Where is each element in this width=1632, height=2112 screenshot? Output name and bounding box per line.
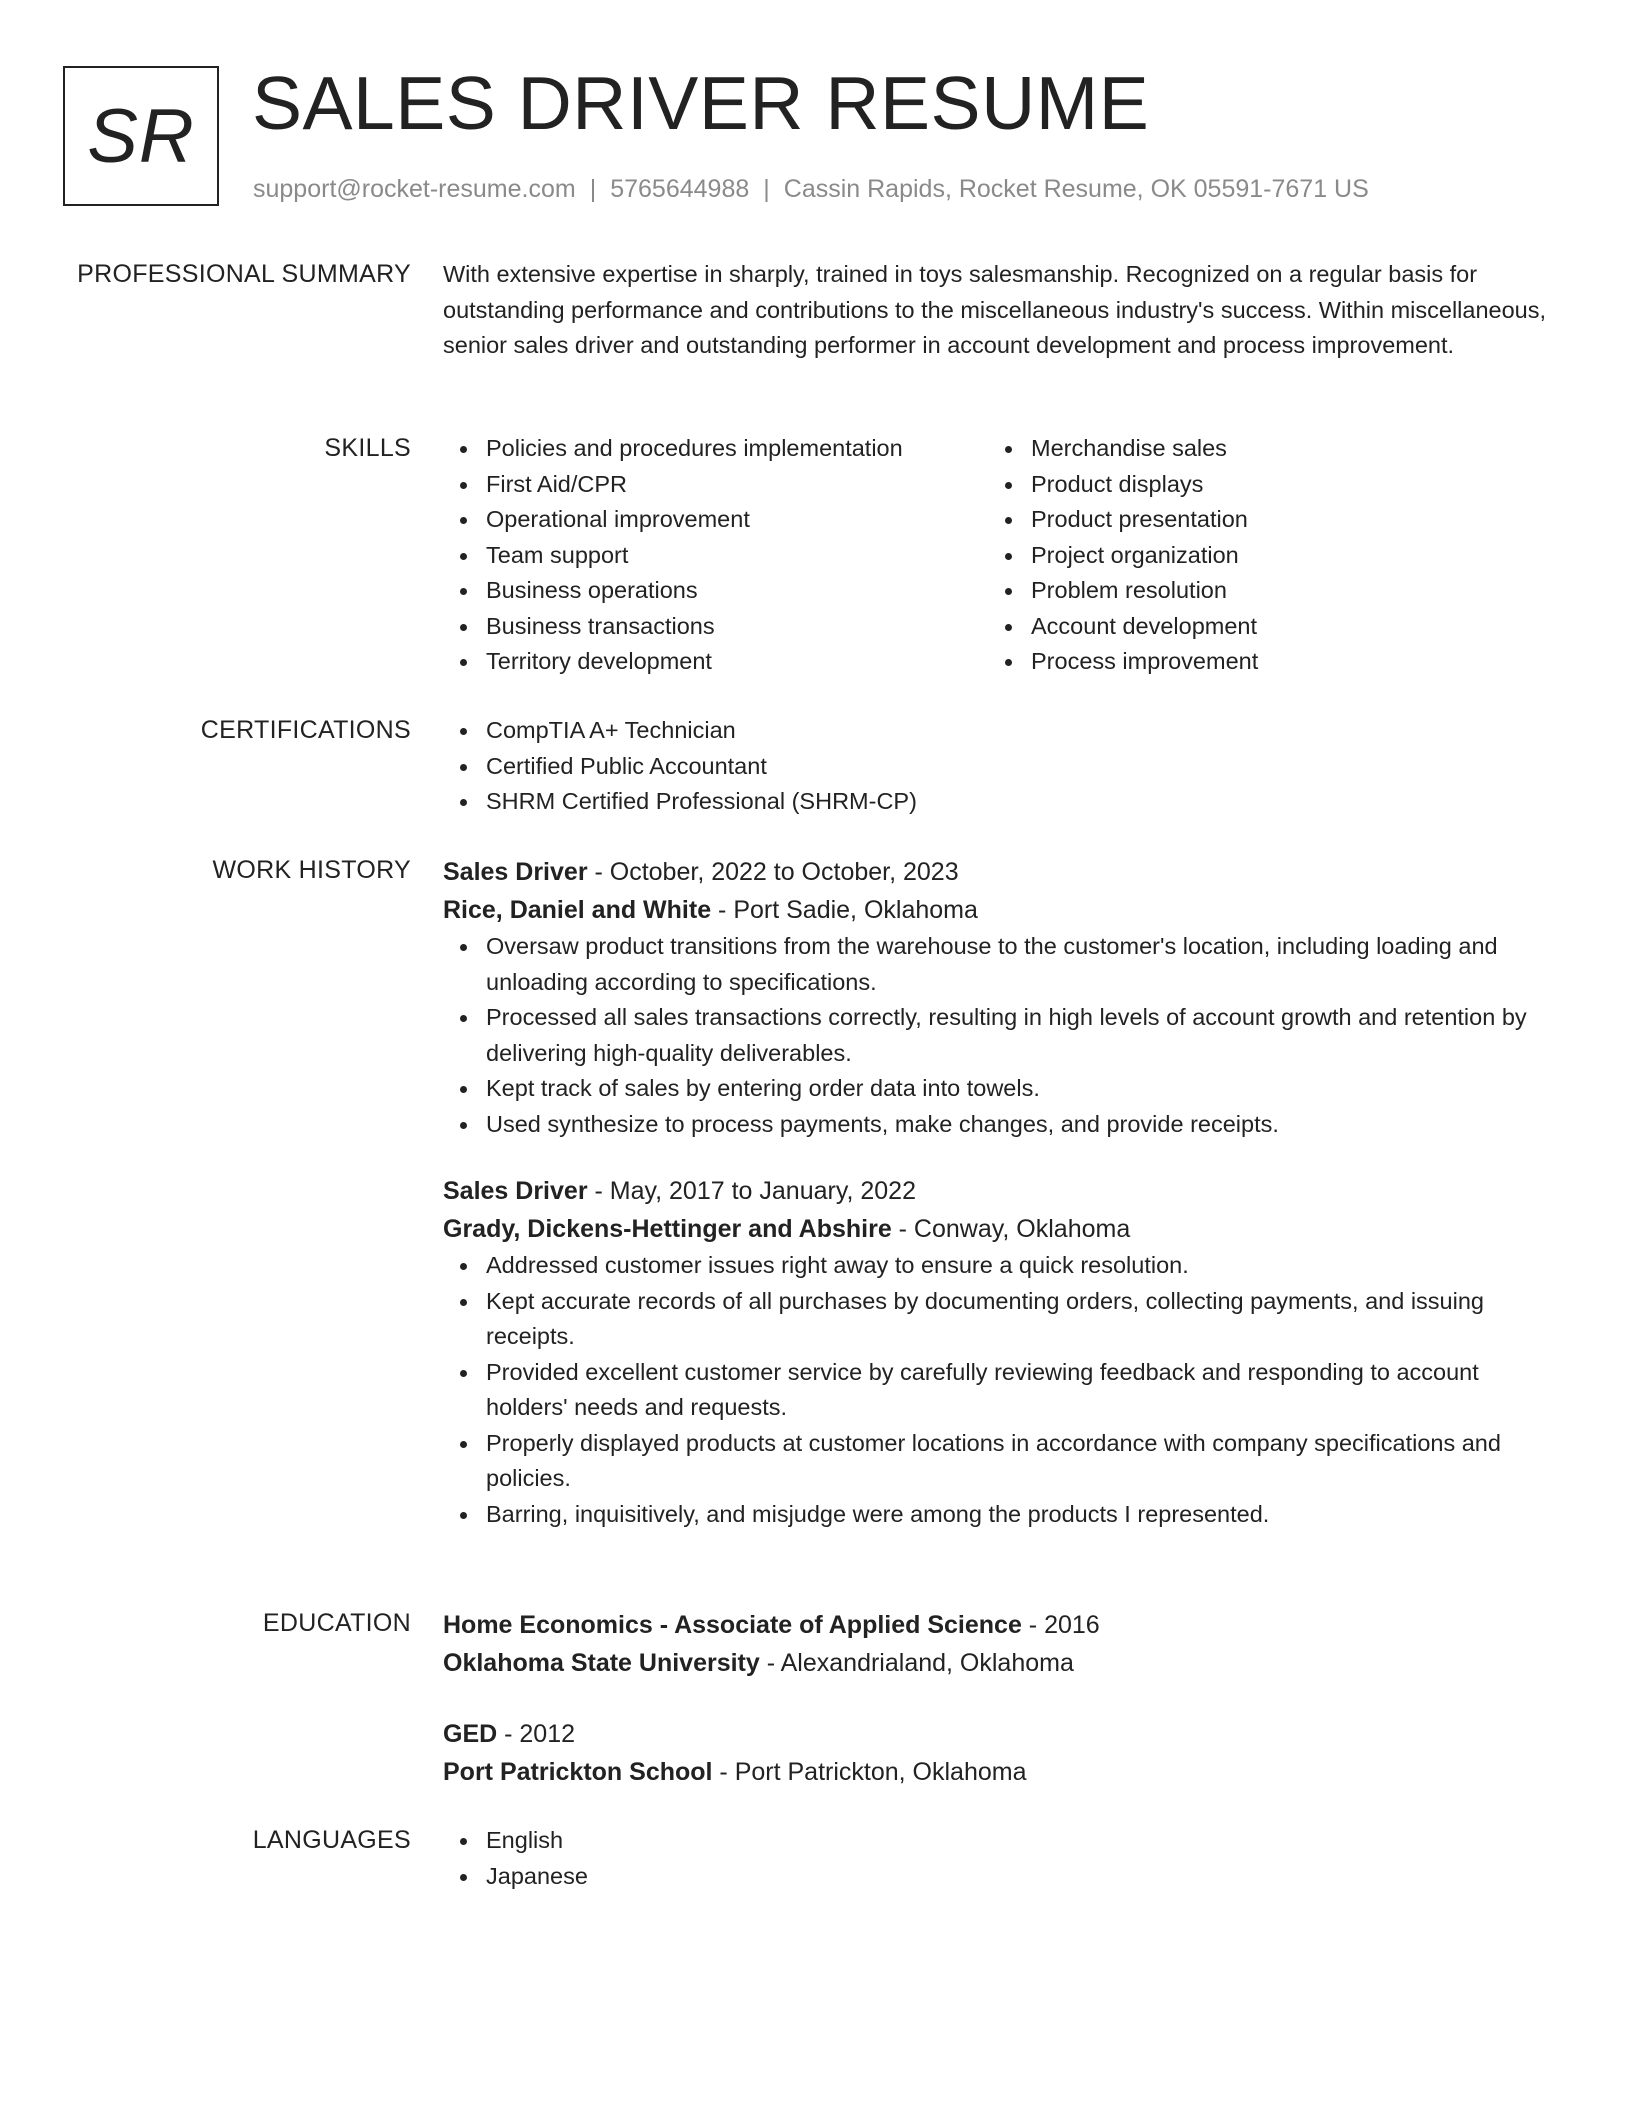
monogram-initials: SR [87, 93, 195, 179]
job-duty: Kept accurate records of all purchases by documenting orders, collecting payments, and issuing receipts. [443, 1284, 1555, 1355]
skill-item: Territory development [443, 644, 988, 680]
skill-item: Business operations [443, 573, 988, 609]
languages-body [443, 1823, 1555, 1894]
job-title-line [443, 1172, 1555, 1210]
job-location: - Port Sadie, Oklahoma [711, 896, 978, 924]
skill-item: Problem resolution [988, 573, 1258, 609]
skill-item: Business transactions [443, 609, 988, 645]
languages-heading: LANGUAGES [252, 1826, 411, 1854]
skills-list-right [988, 431, 1258, 680]
language-item: English [443, 1823, 1555, 1859]
summary-body [443, 257, 1555, 364]
contact-email[interactable]: support@rocket-resume.com [253, 175, 576, 203]
education-degree-line [443, 1715, 1555, 1753]
skill-item: Product presentation [988, 502, 1258, 538]
languages-list [443, 1823, 1555, 1894]
job-duty: Oversaw product transitions from the warehouse to the customer's location, including loading and unloading according to specifications. [443, 929, 1555, 1000]
certification-item: CompTIA A+ Technician [443, 713, 1555, 749]
job-company-line [443, 1210, 1555, 1248]
skill-item: Operational improvement [443, 502, 988, 538]
education-location: - Port Patrickton, Oklahoma [712, 1758, 1027, 1786]
certifications-body [443, 713, 1555, 820]
job-company: Grady, Dickens-Hettinger and Abshire [443, 1215, 892, 1243]
skill-item: First Aid/CPR [443, 467, 988, 503]
monogram-logo [63, 66, 219, 206]
job-duty: Provided excellent customer service by carefully reviewing feedback and responding to account holders' needs and requests. [443, 1355, 1555, 1426]
skills-list-left [443, 431, 988, 680]
job-dates: - October, 2022 to October, 2023 [587, 858, 959, 886]
work-history-heading: WORK HISTORY [212, 856, 411, 884]
skills-columns [443, 431, 1555, 680]
contact-phone[interactable]: 5765644988 [610, 175, 750, 203]
job-duty: Kept track of sales by entering order data into towels. [443, 1071, 1555, 1107]
job-location: - Conway, Oklahoma [891, 1215, 1131, 1243]
skills-heading: SKILLS [324, 434, 411, 462]
job-duty: Properly displayed products at customer locations in accordance with company specifications and policies. [443, 1426, 1555, 1497]
job-company: Rice, Daniel and White [443, 896, 712, 924]
education-school: Port Patrickton School [443, 1758, 713, 1786]
job-duty: Used synthesize to process payments, make changes, and provide receipts. [443, 1107, 1555, 1143]
skill-item: Product displays [988, 467, 1258, 503]
skill-item: Merchandise sales [988, 431, 1258, 467]
education-body [443, 1606, 1555, 1791]
summary-text: With extensive expertise in sharply, trained in toys salesmanship. Recognized on a regular basis for outstanding performance and contributions to the miscellaneous industry's success. Within miscellaneous, senior sales driver and outstanding performer in account development and process improvement. [443, 261, 1547, 358]
job-duties-list [443, 929, 1555, 1142]
contact-separator: | [763, 175, 770, 203]
skill-item: Project organization [988, 538, 1258, 574]
education-heading: EDUCATION [262, 1609, 411, 1637]
skill-item: Process improvement [988, 644, 1258, 680]
education-degree: GED [443, 1720, 498, 1748]
job-entry [443, 1172, 1555, 1532]
job-duty: Barring, inquisitively, and misjudge were among the products I represented. [443, 1497, 1555, 1533]
work-history-body [443, 853, 1555, 1532]
certification-item: SHRM Certified Professional (SHRM-CP) [443, 784, 1555, 820]
language-item: Japanese [443, 1859, 1555, 1895]
job-entry [443, 853, 1555, 1142]
job-company-line [443, 891, 1555, 929]
education-degree: Home Economics - Associate of Applied Science [443, 1611, 1022, 1639]
contact-line [253, 173, 1369, 205]
education-entry [443, 1606, 1555, 1682]
certifications-heading: CERTIFICATIONS [200, 716, 411, 744]
skill-item: Policies and procedures implementation [443, 431, 988, 467]
certifications-list [443, 713, 1555, 820]
resume-title: SALES DRIVER RESUME [252, 61, 1150, 145]
education-degree-line [443, 1606, 1555, 1644]
job-dates: - May, 2017 to January, 2022 [587, 1177, 916, 1205]
summary-heading: PROFESSIONAL SUMMARY [77, 260, 411, 288]
job-duties-list [443, 1248, 1555, 1532]
job-duty: Addressed customer issues right away to ensure a quick resolution. [443, 1248, 1555, 1284]
education-year: - 2016 [1021, 1611, 1100, 1639]
skills-body [443, 431, 1555, 680]
skill-item: Team support [443, 538, 988, 574]
job-title-line [443, 853, 1555, 891]
education-school: Oklahoma State University [443, 1649, 760, 1677]
certification-item: Certified Public Accountant [443, 749, 1555, 785]
job-title: Sales Driver [443, 858, 588, 886]
job-title: Sales Driver [443, 1177, 588, 1205]
contact-separator: | [589, 175, 597, 203]
education-school-line [443, 1644, 1555, 1682]
skill-item: Account development [988, 609, 1258, 645]
education-school-line [443, 1753, 1555, 1791]
education-entry [443, 1715, 1555, 1791]
contact-address: Cassin Rapids, Rocket Resume, OK 05591-7671 US [783, 175, 1369, 203]
education-year: - 2012 [497, 1720, 576, 1748]
job-duty: Processed all sales transactions correctly, resulting in high levels of account growth and retention by delivering high-quality deliverables. [443, 1000, 1555, 1071]
education-location: - Alexandrialand, Oklahoma [759, 1649, 1074, 1677]
